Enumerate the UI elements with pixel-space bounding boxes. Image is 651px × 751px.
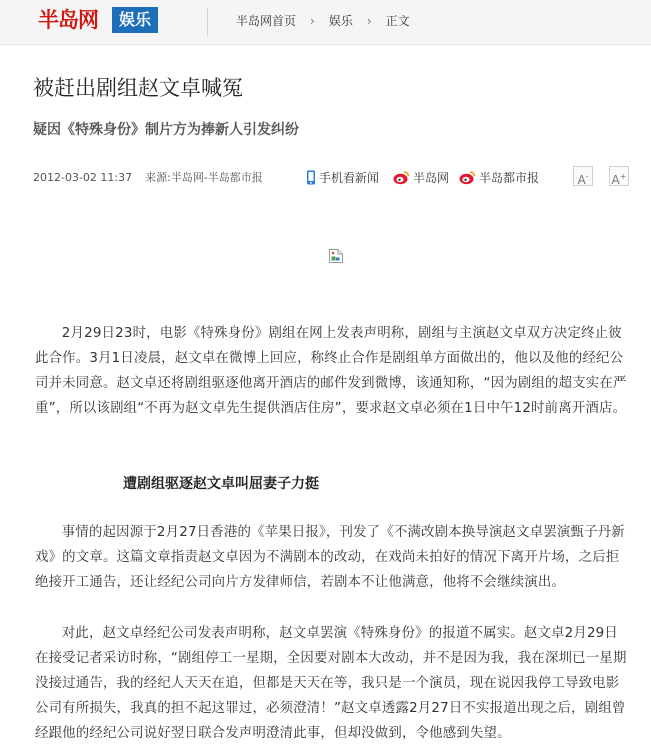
breadcrumb-channel[interactable]: 娱乐 — [328, 14, 353, 28]
font-size-decrease-button[interactable]: A- — [573, 166, 593, 186]
share-weibo-dushibao-label: 半岛都市报 — [479, 171, 540, 185]
weibo-icon — [393, 170, 410, 185]
article-source: 来源:半岛网-半岛都市报 — [145, 171, 263, 184]
breadcrumb-current: 正文 — [385, 14, 410, 28]
site-logo[interactable]: 半岛网 — [38, 7, 98, 32]
section-heading: 遭剧组驱逐赵文卓叫屈妻子力挺 — [123, 476, 319, 492]
mobile-news-label: 手机看新闻 — [319, 171, 380, 185]
weibo-icon — [459, 170, 476, 185]
mobile-news-link[interactable] — [306, 170, 379, 186]
breadcrumb-separator-icon: › — [310, 14, 315, 28]
article-paragraph: 事情的起因源于2月27日香港的《苹果日报》，刊发了《不满改剧本换导演赵文卓罢演甄子丹新戏》的文章。这篇文章指责赵文卓因为不满剧本的改动，在戏尚未拍好的情况下离开片场，之后拒绝接开工通告，还让经纪公司向片方发律师信，若剧本不让他满意，他将不会继续演出。 — [35, 525, 625, 590]
breadcrumb — [236, 12, 410, 29]
header-divider — [207, 8, 208, 36]
article-meta — [33, 170, 263, 186]
article-paragraph: 2月29日23时，电影《特殊身份》剧组在网上发表声明称，剧组与主演赵文卓双方决定终止彼此合作。3月1日凌晨，赵文卓在微博上回应，称终止合作是剧组单方面做出的，他以及他的经纪公司并未同意。赵文卓还将剧组驱逐他离开酒店的邮件发到微博，该通知称，“因为剧组的超支实在严重”，所以该剧组“不再为赵文卓先生提供酒店住房”，要求赵文卓必须在1日中午12时前离开酒店。 — [35, 326, 627, 416]
publish-datetime: 2012-03-02 11:37 — [33, 171, 133, 184]
article-subtitle: 疑因《特殊身份》制片方为捧新人引发纠纷 — [33, 122, 299, 138]
breadcrumb-separator-icon: › — [366, 14, 372, 28]
font-increase-label: A — [611, 173, 620, 187]
article-title: 被赶出剧组赵文卓喊冤 — [33, 76, 243, 100]
font-size-increase-button[interactable]: A+ — [609, 166, 629, 186]
top-bar — [0, 0, 651, 45]
mobile-phone-icon — [306, 170, 316, 185]
font-decrease-label: A — [577, 173, 586, 187]
breadcrumb-home[interactable]: 半岛网首页 — [236, 14, 297, 28]
channel-label[interactable]: 娱乐 — [112, 7, 158, 33]
article-paragraph: 对此，赵文卓经纪公司发表声明称，赵文卓罢演《特殊身份》的报道不属实。赵文卓2月29日在接受记者采访时称，“剧组停工一星期，全因要对剧本大改动，并不是因为我，我在深圳已一星期没接过通告，我的经纪人天天在追，但都是天天在等，我只是一个演员，现在说因我停工导致电影公司有所损失，我真的担不起这罪过，必须澄清！”赵文卓透露2月27日不实报道出现之后，剧组曾经跟他的经纪公司说好翌日联合发声明澄清此事，但却没做到，令他感到失望。 — [35, 626, 627, 741]
broken-image-icon — [328, 248, 344, 264]
share-weibo-bandao[interactable] — [393, 170, 449, 186]
share-weibo-dushibao[interactable] — [459, 170, 539, 186]
share-weibo-bandao-label: 半岛网 — [413, 171, 450, 185]
